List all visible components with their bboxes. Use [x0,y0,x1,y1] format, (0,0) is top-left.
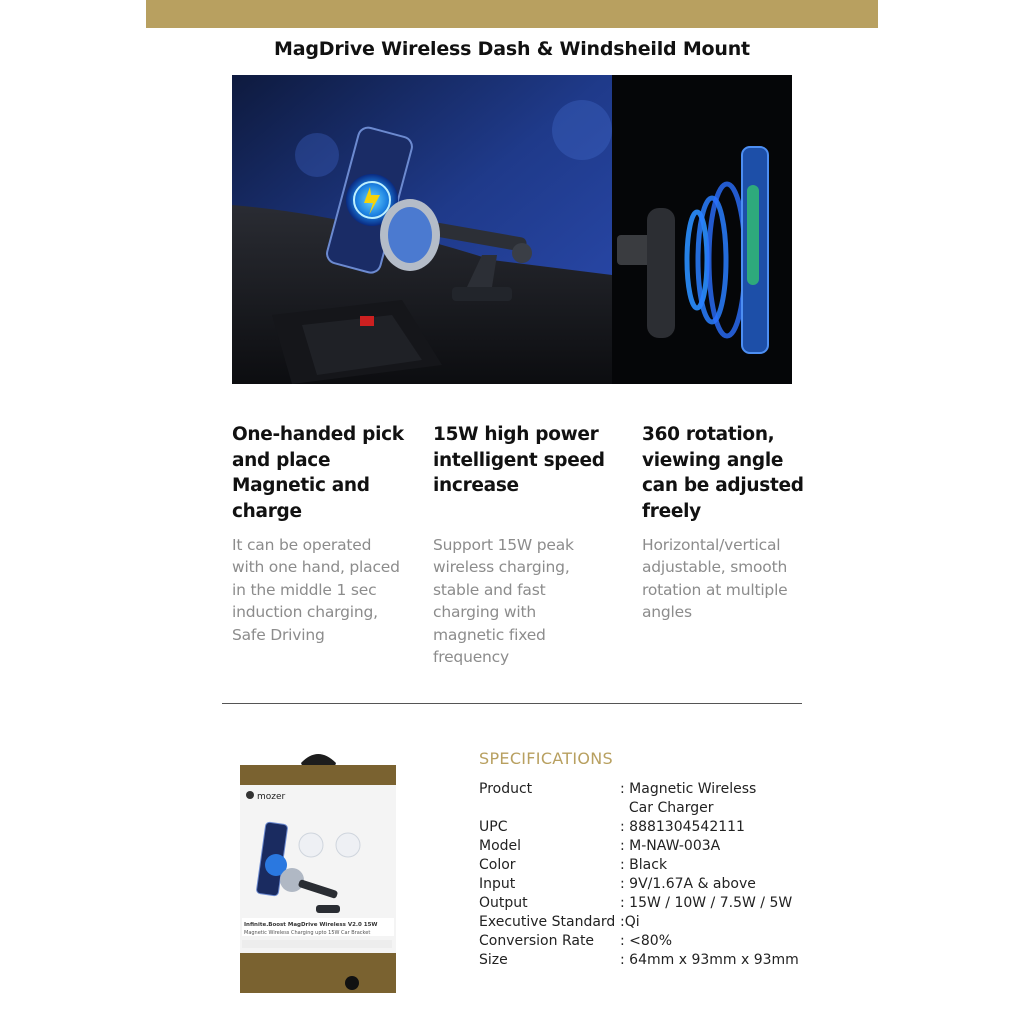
brand-logo-icon [246,791,254,799]
feature-description: Support 15W peak wireless charging, stable and fast charging with magnetic fixed frequency [433,536,574,667]
spec-label: Input [479,876,516,892]
hero-illustration [232,75,792,384]
feature-description: Horizontal/vertical adjustable, smooth rotation at multiple angles [642,536,788,622]
spec-value: : 8881304542111 [620,819,745,835]
spec-label: Product [479,781,533,797]
spec-label: Executive Standard [479,914,616,930]
box-illustration [236,745,402,995]
feature-heading: One-handed pick and place Magnetic and charge [232,424,404,522]
spec-label: UPC [479,819,508,835]
spec-value: Car Charger [620,800,714,816]
feature-heading: 360 rotation, viewing angle can be adjusted freely [642,424,804,522]
spec-value: : 9V/1.67A & above [620,876,756,892]
spec-value: : M-NAW-003A [620,838,721,854]
spec-value: : 15W / 10W / 7.5W / 5W [620,895,793,911]
feature-360-rotation [642,422,822,622]
top-accent-bar [146,0,878,28]
spec-value: : 64mm x 93mm x 93mm [620,952,799,968]
feature-one-handed [232,422,412,644]
feature-15w-power [433,422,613,667]
spec-value: : <80% [620,933,673,949]
section-divider [222,703,802,704]
spec-label: Color [479,857,516,873]
hero-product-image [232,75,792,384]
box-line1: Infinite.Boost MagDrive Wireless V2.0 15W [244,922,378,928]
spec-label: Size [479,952,508,968]
box-line2: Magnetic Wireless Charging upto 15W Car Bracket [244,930,371,936]
feature-description: It can be operated with one hand, placed in the middle 1 sec induction charging, Safe Driving [232,536,400,644]
spec-value: : Magnetic Wireless [620,781,757,797]
spec-value: :Qi [620,914,640,930]
spec-value: : Black [620,857,668,873]
product-box-image [236,745,402,995]
spec-label: Model [479,838,522,854]
specifications-title: SPECIFICATIONS [479,749,614,768]
hazard-button [360,316,374,326]
feature-heading: 15W high power intelligent speed increase [433,424,605,496]
box-brand: mozer [257,792,286,802]
page-title: MagDrive Wireless Dash & Windsheild Mount [274,38,750,60]
spec-label: Conversion Rate [479,933,595,949]
spec-label: Output [479,895,528,911]
